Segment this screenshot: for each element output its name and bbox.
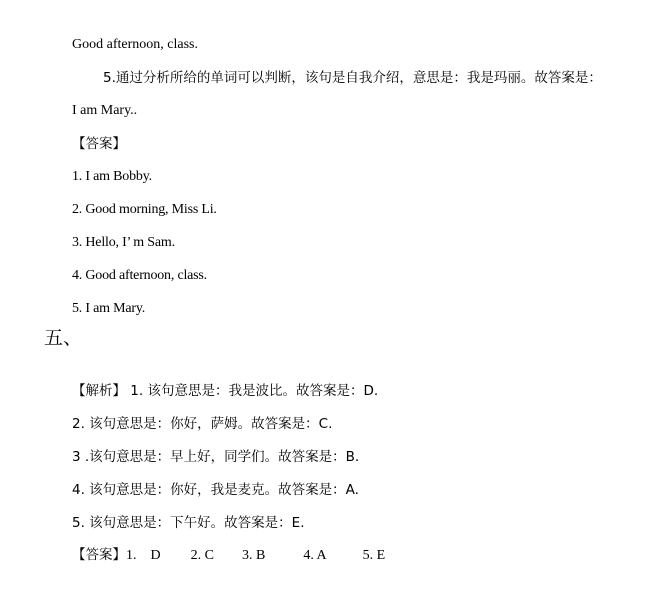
analysis-line-3: 3 .该句意思是：早上好，同学们。故答案是：B.	[72, 449, 360, 465]
answer-item-4: 4. Good afternoon, class.	[72, 268, 207, 283]
section5-answer-row	[72, 546, 385, 565]
section5-answer-5: 5. E	[362, 548, 386, 563]
section5-answer-2: 2. C	[190, 548, 214, 563]
analysis-line-1: 【解析】 1. 该句意思是：我是波比。故答案是：D.	[72, 383, 379, 399]
section-five-heading: 五、	[44, 327, 83, 349]
item5-explanation: 5.通过分析所给的单词可以判断，该句是自我介绍，意思是：我是玛丽。故答案是：	[103, 70, 602, 86]
text-good-afternoon-class: Good afternoon, class.	[72, 37, 198, 52]
section5-answer-1: 1. D	[126, 548, 161, 563]
analysis-line-2: 2. 该句意思是：你好，萨姆。故答案是：C.	[72, 416, 333, 432]
item5-answer-text: I am Mary..	[72, 103, 138, 118]
analysis-line-5: 5. 该句意思是：下午好。故答案是：E.	[72, 515, 305, 531]
answers-label: 【答案】	[72, 136, 126, 152]
section5-answer-label: 【答案】	[72, 547, 126, 563]
answer-item-3: 3. Hello, I’ m Sam.	[72, 235, 175, 250]
answer-item-5: 5. I am Mary.	[72, 301, 146, 316]
section5-answer-4: 4. A	[303, 548, 327, 563]
answer-item-2: 2. Good morning, Miss Li.	[72, 202, 217, 217]
analysis-line-4: 4. 该句意思是：你好，我是麦克。故答案是：A.	[72, 482, 359, 498]
answer-item-1: 1. I am Bobby.	[72, 169, 152, 184]
section5-answer-3: 3. B	[241, 548, 266, 563]
